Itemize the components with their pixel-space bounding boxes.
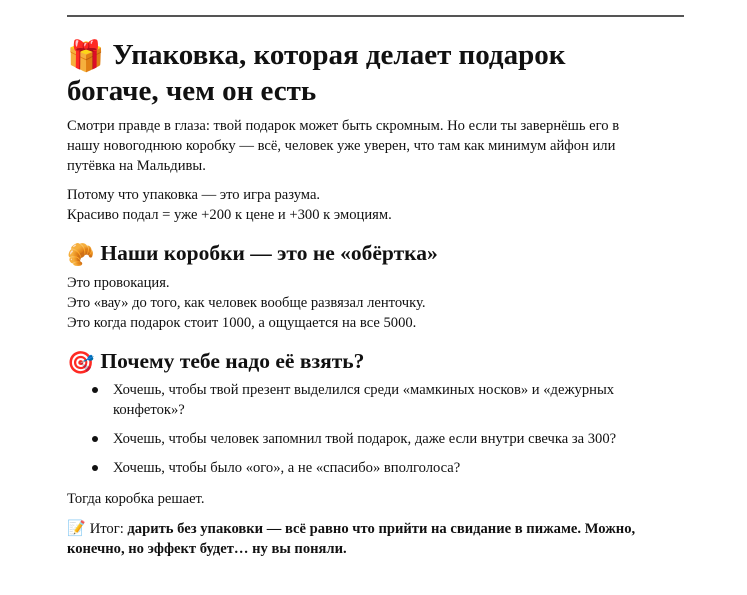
memo-icon: 📝: [67, 519, 86, 537]
psychology-paragraph: [67, 185, 672, 225]
croissant-icon: 🥐: [67, 243, 95, 268]
list-item-line-1: Хочешь, чтобы было «ого», а не «спасибо» вполголоса?: [113, 460, 461, 476]
intro-line-1: Смотри правде в глаза: твой подарок может быть скромным. Но если ты завернёшь его в: [67, 118, 620, 134]
bullet-dot-icon: [92, 465, 98, 471]
target-icon: 🎯: [67, 351, 95, 376]
boxes-line-3: Это когда подарок стоит 1000, а ощущается на все 5000.: [67, 315, 417, 331]
section-heading-why: [67, 348, 364, 377]
horizontal-rule: [67, 15, 684, 17]
decides-paragraph: [67, 489, 672, 509]
bullet-dot-icon: [92, 387, 98, 393]
intro-line-3: путёвка на Мальдивы.: [67, 158, 206, 174]
summary-paragraph: [67, 518, 672, 559]
bullet-dot-icon: [92, 436, 98, 442]
boxes-paragraph: [67, 273, 672, 333]
section-heading-boxes-text: Наши коробки — это не «обёртка»: [100, 241, 438, 265]
section-heading-why-text: Почему тебе надо её взять?: [100, 349, 365, 373]
list-item-line-2: конфеток»?: [113, 402, 185, 418]
page-title: [67, 38, 667, 109]
list-item: [67, 458, 684, 478]
summary-bold-line-1: дарить без упаковки — всё равно что прийти на свидание в пижаме. Можно,: [127, 521, 636, 537]
intro-line-2: нашу новогоднюю коробку — всё, человек уже уверен, что там как минимум айфон или: [67, 138, 616, 154]
section-heading-boxes: [67, 240, 438, 269]
list-item-line-1: Хочешь, чтобы твой презент выделился среди «мамкиных носков» и «дежурных: [113, 382, 615, 398]
intro-paragraph: [67, 116, 672, 176]
page-title-line-2: богаче, чем он есть: [67, 75, 317, 107]
psychology-line-1: Потому что упаковка — это игра разума.: [67, 187, 321, 203]
psychology-line-2: Красиво подал = уже +200 к цене и +300 к эмоциям.: [67, 207, 392, 223]
page-title-line-1: Упаковка, которая делает подарок: [112, 39, 566, 71]
decides-text: Тогда коробка решает.: [67, 491, 205, 507]
reasons-list: [67, 380, 684, 487]
list-item: [67, 380, 684, 420]
boxes-line-1: Это провокация.: [67, 275, 170, 291]
summary-bold-line-2: конечно, но эффект будет… ну вы поняли.: [67, 541, 347, 557]
boxes-line-2: Это «вау» до того, как человек вообще развязал ленточку.: [67, 295, 426, 311]
gift-icon: 🎁: [67, 39, 105, 74]
list-item-line-1: Хочешь, чтобы человек запомнил твой подарок, даже если внутри свечка за 300?: [113, 431, 617, 447]
list-item: [67, 429, 684, 449]
summary-label: Итог:: [89, 521, 124, 537]
